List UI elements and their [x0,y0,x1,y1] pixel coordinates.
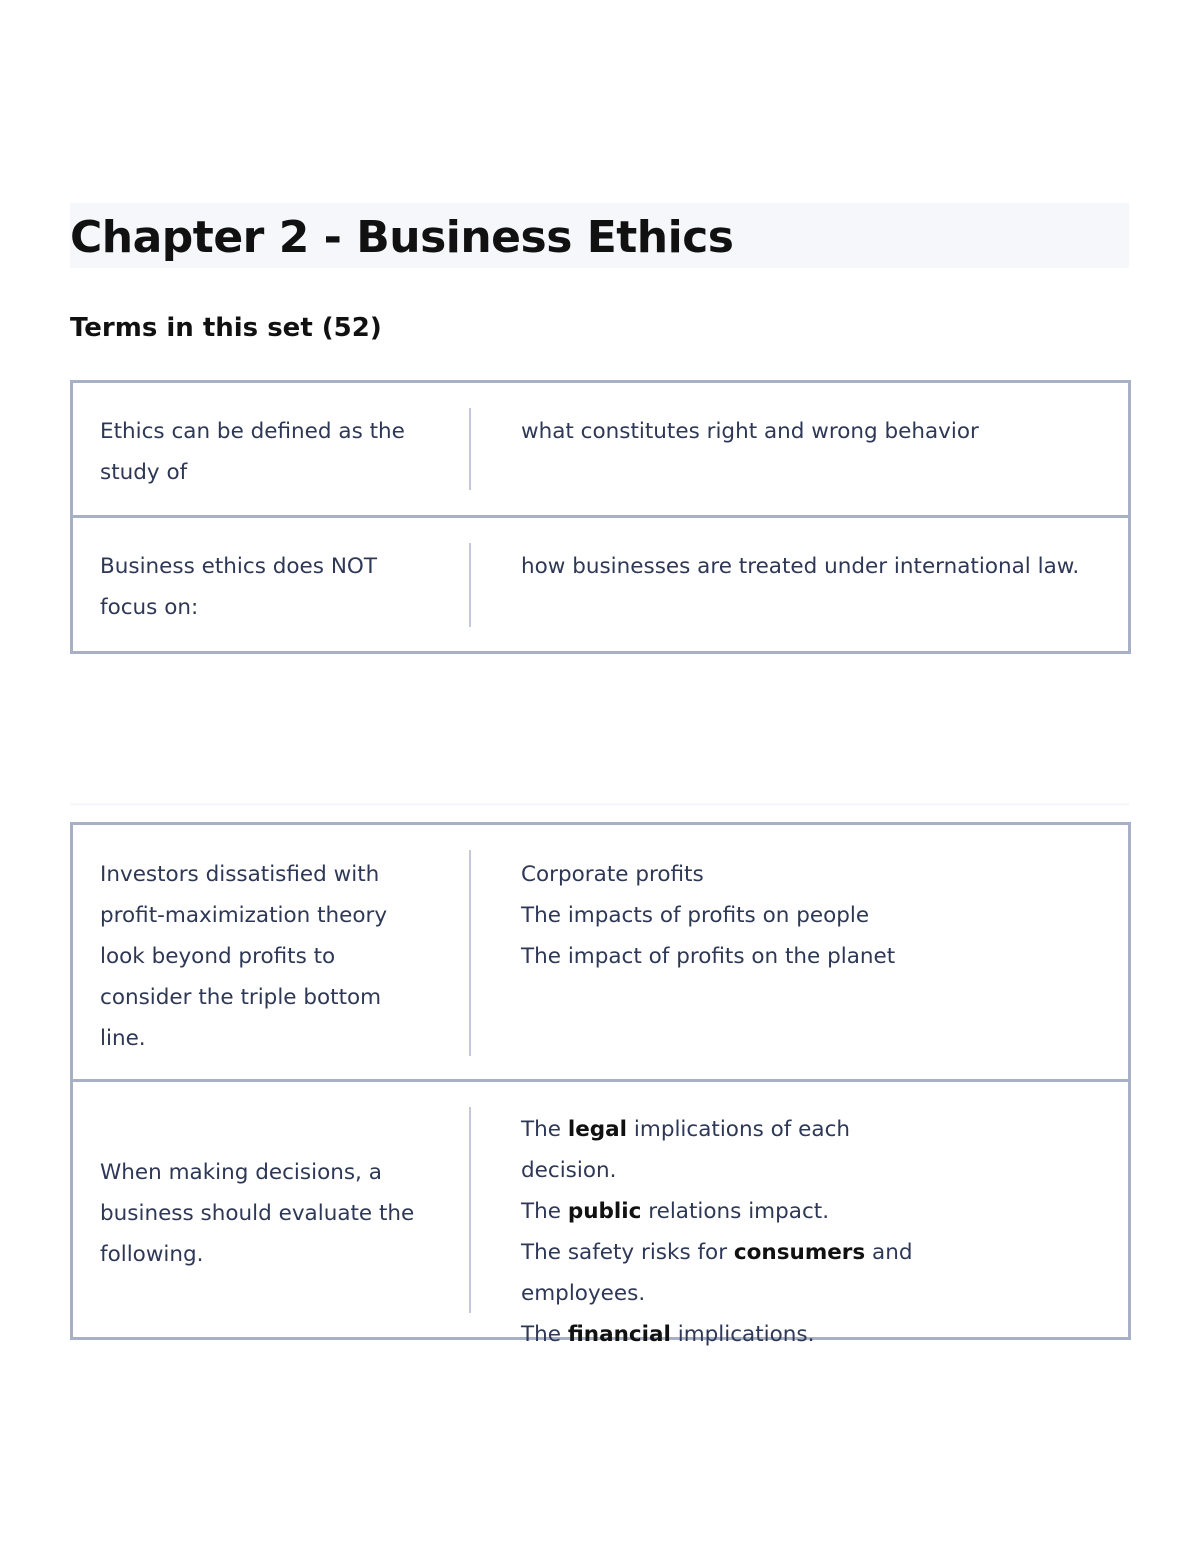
card-divider [469,408,471,490]
term-text: Business ethics does NOT focus on: [100,554,377,620]
definition-line: Corporate profits [521,862,704,887]
term-text: Investors dissatisfied with profit-maximization theory look beyond profits to consider the triple bottom line. [100,862,388,1051]
definition-emphasis: public [567,1199,642,1224]
definition-emphasis: legal [567,1117,628,1142]
definition-text [521,411,1091,452]
definition-emphasis: financial [567,1322,671,1347]
card-group-2 [70,822,1131,1347]
card-divider [469,543,471,627]
definition-segment: relations impact. [641,1199,830,1224]
flashcard-1[interactable] [73,383,1128,518]
page-title: Chapter 2 - Business Ethics [70,212,734,263]
definition-line: The impact of profits on the planet [521,944,896,969]
definition-line: how businesses are treated under international law. [521,554,1080,579]
card-divider [469,1107,471,1313]
flashcard-3[interactable] [73,825,1128,1082]
terms-count-heading: Terms in this set (52) [70,313,382,343]
definition-text [521,546,1081,587]
definition-line [521,1191,941,1232]
definition-segment: The [521,1117,568,1142]
card-group-1 [70,380,1131,654]
card-divider [469,850,471,1056]
definition-segment: implications of each decision. [521,1117,851,1183]
definition-text [521,854,1091,977]
definition-line [521,1314,941,1355]
term-text: Ethics can be defined as the study of [100,419,405,485]
definition-segment: The [521,1322,568,1347]
definition-line [521,1109,941,1191]
definition-segment: implications. [670,1322,815,1347]
definition-line: The impacts of profits on people [521,903,870,928]
definition-line: what constitutes right and wrong behavior [521,419,979,444]
definition-segment: and employees. [521,1240,913,1306]
flashcard-4[interactable] [73,1082,1128,1347]
page-break-shadow [70,803,1129,807]
flashcard-2[interactable] [73,518,1128,651]
definition-emphasis: consumers [733,1240,866,1265]
definition-text [521,1109,941,1355]
definition-line [521,1232,941,1314]
definition-segment: The [521,1199,568,1224]
term-text: When making decisions, a business should evaluate the following. [100,1160,415,1267]
definition-segment: The safety risks for [521,1240,734,1265]
